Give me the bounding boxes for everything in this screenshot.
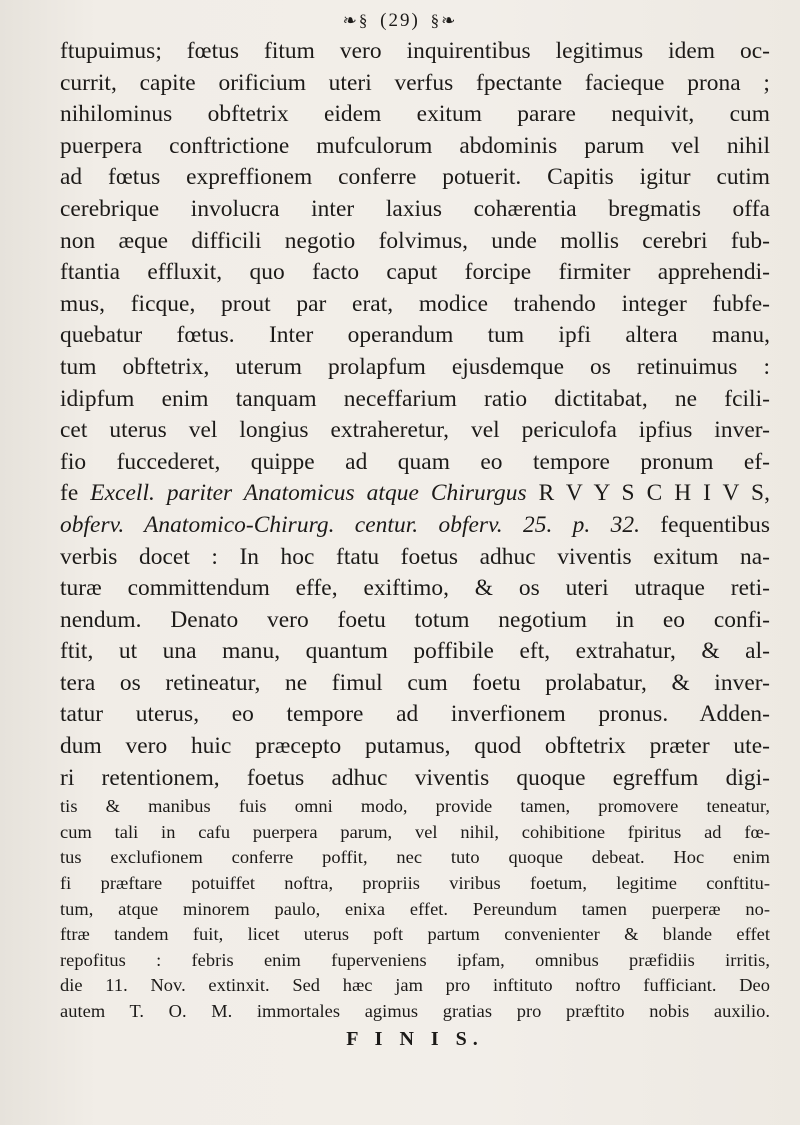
text-line: currit, capite orificium uteri verfus fpectante facieque prona ; [60, 69, 770, 96]
text-line: ftantia effluxit, quo facto caput forcipe firmiter apprehendi- [60, 259, 770, 286]
text-segment: fe [60, 480, 91, 507]
text-line: repofitus : febris enim fuperveniens ipfam, omnibus præfidiis irritis, [60, 949, 770, 970]
text-line: fio fuccederet, quippe ad quam eo tempore pronum ef- [60, 448, 770, 475]
text-line: ri retentionem, foetus adhuc viventis quoque egreffum digi- [60, 764, 770, 791]
text-line: tum, atque minorem paulo, enixa effet. Pereundum tamen puerperæ no- [60, 898, 770, 919]
text-line: cum tali in cafu puerpera parum, vel nihil, cohibitione fpiritus ad fœ- [60, 821, 770, 842]
finis-heading: F I N I S. [346, 1027, 484, 1050]
text-line: dum vero huic præcepto putamus, quod obftetrix præter ute- [60, 733, 770, 760]
text-line: puerpera conftrictione mufculorum abdominis parum vel nihil [60, 132, 770, 159]
text-line: mus, ficque, prout par erat, modice trahendo integer fubfe- [60, 290, 770, 317]
italic-citation: Excell. pariter Anatomicus atque Chirurgus [90, 480, 527, 507]
text-line: tus exclufionem conferre poffit, nec tuto quoque debeat. Hoc enim [60, 847, 770, 868]
text-line: idipfum enim tanquam neceffarium ratio dictitabat, ne fcili- [60, 385, 770, 412]
running-head [0, 10, 800, 32]
text-line: fi præftare potuiffet noftra, propriis viribus foetum, legitime conftitu- [60, 873, 770, 894]
text-line: cet uterus vel longius extraheretur, vel periculofa ipfius inver- [60, 417, 770, 444]
text-line: tum obftetrix, uterum prolapfum ejusdemque os retinuimus : [60, 353, 770, 380]
text-line: tis & manibus fuis omni modo, provide tamen, promovere teneatur, [60, 796, 770, 817]
text-line: nihilominus obftetrix eidem exitum parare nequivit, cum [60, 101, 770, 128]
text-line: turæ committendum effe, exiftimo, & os uteri utraque reti- [60, 575, 770, 602]
ornament-left-icon: ❧§ [342, 11, 370, 30]
italic-citation: obferv. Anatomico-Chirurg. centur. obferv. 25. p. 32. [60, 511, 641, 538]
text-line: autem T. O. M. immortales agimus gratias pro præftito nobis auxilio. [60, 1001, 770, 1021]
text-segment: R V Y S C H I V S, [526, 480, 771, 507]
text-line [60, 510, 770, 542]
text-segment: fequentibus [640, 511, 770, 538]
text-line: ftupuimus; fœtus fitum vero inquirentibus legitimus idem oc- [60, 38, 770, 64]
text-line: non æque difficili negotio folvimus, unde mollis cerebri fub- [60, 227, 770, 254]
text-line: quebatur fœtus. Inter operandum tum ipfi altera manu, [60, 322, 770, 349]
text-line [60, 478, 770, 510]
text-line: ftræ tandem fuit, licet uterus poft partum convenienter & blande effet [60, 924, 770, 945]
text-line: tatur uterus, eo tempore ad inverfionem pronus. Adden- [60, 701, 770, 728]
text-line: nendum. Denato vero foetu totum negotium in eo confi- [60, 606, 770, 633]
ornament-right-icon: §❧ [430, 11, 458, 30]
text-line: verbis docet : In hoc ftatu foetus adhuc viventis exitum na- [60, 543, 770, 570]
text-line: ad fœtus expreffionem conferre potuerit. Capitis igitur cutim [60, 164, 770, 191]
text-line: cerebrique involucra inter laxius cohærentia bregmatis offa [60, 195, 770, 222]
text-line: die 11. Nov. extinxit. Sed hæc jam pro inftituto noftro fufficiant. Deo [60, 975, 770, 996]
text-line: ftit, ut una manu, quantum poffibile eft, extrahatur, & al- [60, 638, 770, 665]
text-line: tera os retineatur, ne fimul cum foetu prolabatur, & inver- [60, 669, 770, 696]
body-text [60, 36, 770, 1053]
page-number: (29) [380, 10, 420, 31]
